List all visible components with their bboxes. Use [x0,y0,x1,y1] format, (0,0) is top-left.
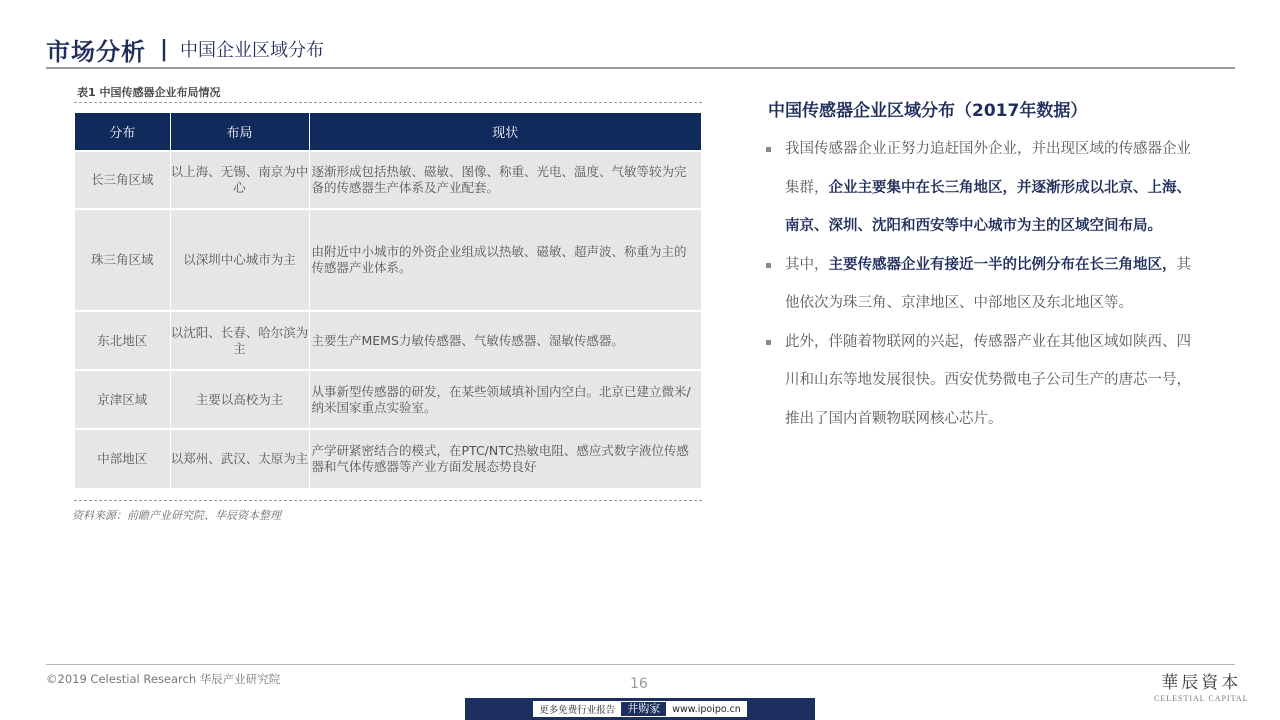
page-number: 16 [630,676,648,692]
bullet-text: 我国传感器企业正努力追赶国外企业，并出现区域的传感器企业集群， [785,141,1191,196]
analysis-title: 中国传感器企业区域分布（2017年数据） [768,101,1088,121]
bullet-emphasis: 主要传感器企业有接近一半的比例分布在长三角地区， [828,256,1177,273]
bullet-text: 其他依次为珠三角、京津地区、中部地区及东北地区等。 [785,256,1191,311]
column-header-layout: 布局 [170,113,309,151]
table-caption: 表1 中国传感器企业布局情况 [77,86,221,99]
analysis-bullets [766,130,1196,438]
status-cell: 逐渐形成包括热敏、磁敏、图像、称重、光电、温度、气敏等较为完备的传感器生产体系及产业配套。 [309,151,701,209]
promo-banner-content [533,701,747,717]
bullet-item [766,323,1196,439]
region-cell: 东北地区 [75,311,170,370]
region-cell: 珠三角区域 [75,209,170,311]
layout-cell: 以上海、无锡、南京为中心 [170,151,309,209]
column-header-region: 分布 [75,113,170,151]
layout-cell: 主要以高校为主 [170,370,309,429]
footer-divider [46,664,1235,665]
layout-cell: 以郑州、武汉、太原为主 [170,429,309,488]
bullet-text: 此外，伴随着物联网的兴起，传感器产业在其他区域如陕西、四川和山东等地发展很快。西安优势微电子公司生产的唐芯一号，推出了国内首颗物联网核心芯片。 [785,333,1191,427]
promo-text: 更多免费行业报告 [539,705,616,716]
column-header-status: 现状 [309,113,701,151]
status-cell: 产学研紧密结合的模式，在PTC/NTC热敏电阻、感应式数字液位传感器和气体传感器等产业方面发展态势良好 [309,429,701,488]
status-cell: 由附近中小城市的外资企业组成以热敏、磁敏、超声波、称重为主的传感器产业体系。 [309,209,701,311]
table-row [75,151,701,209]
logo-english-text: CELESTIAL CAPITAL [1154,694,1249,703]
promo-brand: 井购家 [621,702,666,716]
promo-url-link[interactable]: www.ipoipo.cn [672,703,741,715]
table-top-divider [74,102,702,103]
bullet-item [766,246,1196,323]
data-source-note: 资料来源：前瞻产业研究院、华辰资本整理 [72,509,281,522]
layout-cell: 以沈阳、长春、哈尔滨为主 [170,311,309,370]
promo-banner[interactable] [465,698,815,720]
bullet-emphasis: 企业主要集中在长三角地区，并逐渐形成以北京、上海、南京、深圳、沈阳和西安等中心城市为主的区域空间布局。 [785,179,1191,234]
status-cell: 从事新型传感器的研发，在某些领域填补国内空白。北京已建立微米/纳米国家重点实验室。 [309,370,701,429]
table-row [75,209,701,311]
table-row [75,311,701,370]
region-cell: 京津区域 [75,370,170,429]
table-row [75,370,701,429]
table-bottom-divider [74,500,702,501]
copyright-text: ©2019 Celestial Research 华辰产业研究院 [46,672,281,686]
bullet-item [766,130,1196,246]
region-cell: 长三角区域 [75,151,170,209]
logo-chinese-text: 華辰資本 [1161,673,1242,693]
title-separator: | [160,36,169,62]
slide-subtitle: 中国企业区域分布 [180,40,325,61]
region-cell: 中部地区 [75,429,170,488]
company-logo [1154,668,1249,703]
status-cell: 主要生产MEMS力敏传感器、气敏传感器、湿敏传感器。 [309,311,701,370]
enterprise-layout-table [75,113,701,488]
section-title: 市场分析 [46,37,146,66]
table-header-row [75,113,701,151]
layout-cell: 以深圳中心城市为主 [170,209,309,311]
header-divider [46,67,1235,69]
slide-header [46,33,324,65]
table-row [75,429,701,488]
bullet-text: 其中， [785,256,829,273]
